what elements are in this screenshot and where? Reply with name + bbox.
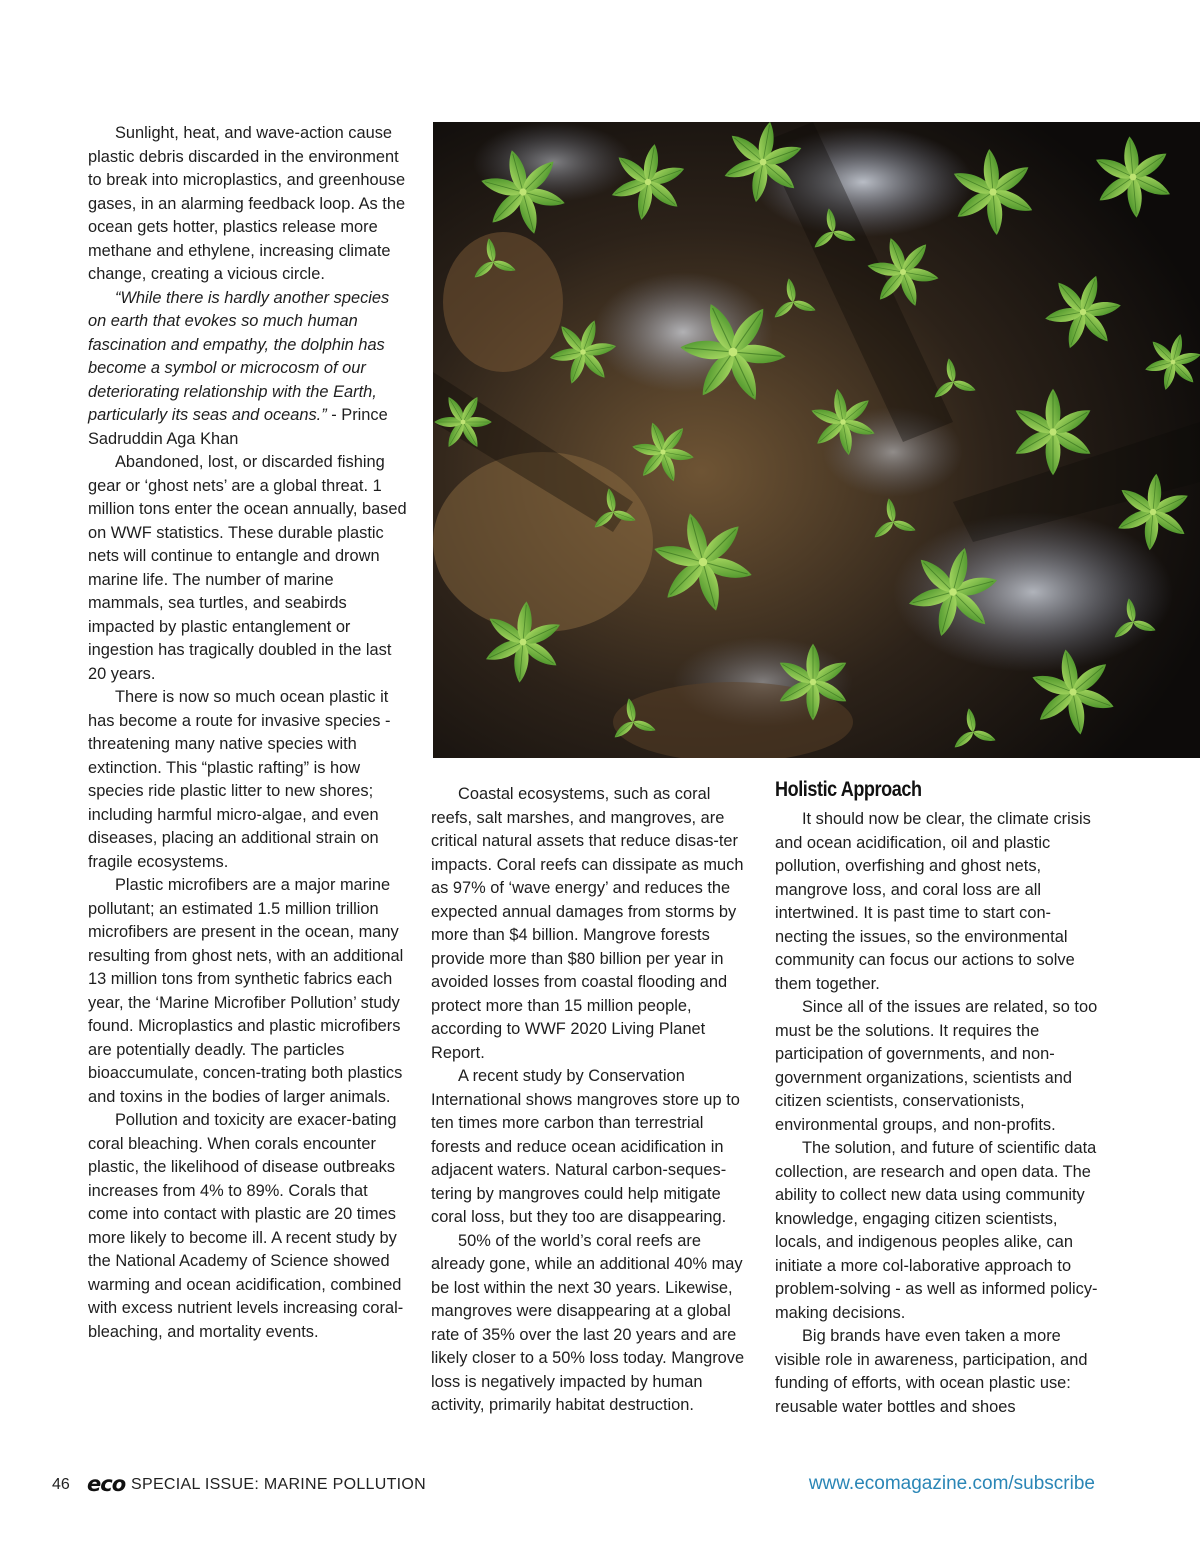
paragraph: Big brands have even taken a more visible role in awareness, participation, and funding of efforts, with ocean plastic use: reusable water bottles and shoes [775,1327,1088,1416]
paragraph: A recent study by Conservation International shows mangroves store up to ten times more carbon than terrestrial forests and reduce ocean acidification in adjacent waters. Natural carbon-seques-tering by mangroves could help mitigate coral loss, but they too are disappearing. [431,1067,740,1226]
paragraph: It should now be clear, the climate crisis and ocean acidification, oil and plastic pollution, overfishing and ghost nets, mangrove loss, and coral loss are all intertwined. It is past time to start con-necting the issues, so the environmental community can focus our actions to solve them together. [775,810,1091,993]
page-number: 46 [52,1476,70,1493]
paragraph: Pollution and toxicity are exacer-bating coral bleaching. When corals encounter plastic, the likelihood of disease outbreaks increases from 4% to 89%. Corals that come into contact with plastic are 20 times more likely to become ill. A recent study by the National Academy of Science showed warming and ocean acidification, combined with excess nutrient levels increasing coral-bleaching, and mortality events. [88,1111,404,1341]
paragraph: Abandoned, lost, or discarded fishing gear or ‘ghost nets’ are a global threat. 1 million tons enter the ocean annually, based on WWF statistics. These durable plastic nets will continue to entangle and drown marine life. The number of marine mammals, sea turtles, and seabirds impacted by plastic entanglement or ingestion has tragically doubled in the last 20 years. [88,453,407,683]
subscribe-link[interactable]: www.ecomagazine.com/subscribe [808,1473,1095,1494]
article-column-1 [88,122,410,1344]
paragraph: Plastic microfibers are a major marine pollutant; an estimated 1.5 million trillion microfibers are present in the ocean, many resulting from ghost nets, with an additional 13 million tons from synthetic fabrics each year, the ‘Marine Microfiber Pollution’ study found. Microplastics and plastic microfibers are potentially deadly. The particles bioaccumulate, concen-trating both plastics and toxins in the bodies of larger animals. [88,876,404,1106]
article-column-3 [775,775,1099,1419]
paragraph: The solution, and future of scientific data collection, are research and open data. The ability to collect new data using community knowledge, engaging citizen scientists, locals, and indigenous peoples alike, can initiate a more col-laborative approach to problem-solving - as well as informed policy-making decisions. [775,1139,1098,1322]
section-heading: Holistic Approach [775,778,922,801]
paragraph: There is now so much ocean plastic it has become a route for invasive species - threatening many native species with extinction. This “plastic rafting” is how species ride plastic litter to new shores; including harmful micro-algae, and even diseases, placing an additional strain on fragile ecosystems. [88,688,391,871]
paragraph: Sunlight, heat, and wave-action cause plastic debris discarded in the environment to break into microplastics, and greenhouse gases, in an alarming feedback loop. As the ocean gets hotter, plastics release more methane and ethylene, increasing climate change, creating a vicious circle. [88,124,406,283]
paragraph: Since all of the issues are related, so too must be the solutions. It requires the participation of governments, and non-government organizations, scientists and citizen scientists, conservationists, environmental groups, and non-profits. [775,998,1098,1134]
article-column-2 [431,783,753,1418]
quote-text: “While there is hardly another species on earth that evokes so much human fascination and empathy, the dolphin has become a symbol or microcosm of our deteriorating relationship with the Earth, particularly its seas and oceans.” [88,288,390,424]
mangrove-seedlings-image [433,122,1200,758]
issue-label: SPECIAL ISSUE: MARINE POLLUTION [131,1476,427,1493]
eco-logo: eco [87,1472,126,1496]
quote-attribution: - Prince Sadruddin Aga Khan [88,406,388,448]
dolphin-quote [88,287,410,452]
paragraph: Coastal ecosystems, such as coral reefs, salt marshes, and mangroves, are critical natural assets that reduce disas-ter impacts. Coral reefs can dissipate as much as 97% of ‘wave energy’ and reduces the expected annual damages from storms by more than $4 billion. Mangrove forests provide more than $80 billion per year in avoided losses from coastal flooding and protect more than 15 million people, according to WWF 2020 Living Planet Report. [431,785,744,1062]
mangrove-photo [433,122,1200,758]
paragraph: 50% of the world’s coral reefs are already gone, while an additional 40% may be lost within the next 30 years. Likewise, mangroves were disappearing at a global rate of 35% over the last 20 years and are likely closer to a 50% loss today. Mangrove loss is negatively impacted by human activity, primarily habitat destruction. [431,1231,745,1414]
page-footer [0,1472,1200,1502]
